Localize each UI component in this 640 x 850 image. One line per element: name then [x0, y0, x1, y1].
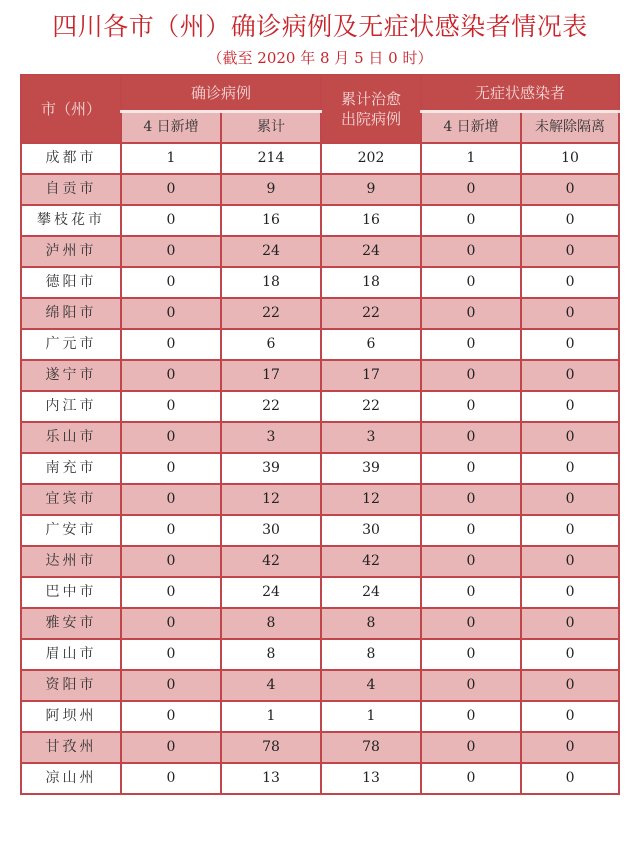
cell-confirmed-total: 4 [221, 670, 321, 701]
cell-city: 雅安市 [21, 608, 121, 639]
cell-asymptomatic-isolated: 0 [521, 546, 619, 577]
cell-recovered: 78 [321, 732, 421, 763]
cell-asymptomatic-new: 0 [421, 205, 521, 236]
cell-confirmed-new: 0 [121, 701, 221, 732]
cell-city: 自贡市 [21, 174, 121, 205]
cell-asymptomatic-isolated: 0 [521, 484, 619, 515]
cell-asymptomatic-isolated: 0 [521, 391, 619, 422]
cell-city: 甘孜州 [21, 732, 121, 763]
cell-confirmed-total: 39 [221, 453, 321, 484]
cell-city: 广元市 [21, 329, 121, 360]
cell-confirmed-new: 0 [121, 484, 221, 515]
table-row [21, 701, 619, 732]
cell-asymptomatic-new: 0 [421, 732, 521, 763]
cell-confirmed-total: 22 [221, 298, 321, 329]
table-row [21, 639, 619, 670]
cell-asymptomatic-isolated: 0 [521, 360, 619, 391]
table-row [21, 763, 619, 794]
table-row [21, 515, 619, 546]
cell-city: 德阳市 [21, 267, 121, 298]
table-row [21, 329, 619, 360]
cell-city: 泸州市 [21, 236, 121, 267]
cell-recovered: 30 [321, 515, 421, 546]
cell-confirmed-total: 22 [221, 391, 321, 422]
cell-asymptomatic-isolated: 10 [521, 143, 619, 174]
cell-city: 资阳市 [21, 670, 121, 701]
table-row [21, 298, 619, 329]
cell-recovered: 1 [321, 701, 421, 732]
cell-confirmed-new: 0 [121, 329, 221, 360]
cell-confirmed-new: 0 [121, 670, 221, 701]
cell-confirmed-new: 0 [121, 205, 221, 236]
cell-recovered: 4 [321, 670, 421, 701]
cell-confirmed-total: 24 [221, 236, 321, 267]
table-header [21, 75, 619, 143]
cell-recovered: 9 [321, 174, 421, 205]
cell-confirmed-total: 8 [221, 639, 321, 670]
cell-confirmed-new: 0 [121, 174, 221, 205]
cell-asymptomatic-new: 0 [421, 267, 521, 298]
header-asymptomatic-group: 无症状感染者 [421, 75, 619, 112]
cell-asymptomatic-isolated: 0 [521, 701, 619, 732]
cell-asymptomatic-new: 0 [421, 546, 521, 577]
cell-recovered: 18 [321, 267, 421, 298]
cell-asymptomatic-isolated: 0 [521, 732, 619, 763]
cell-asymptomatic-new: 0 [421, 422, 521, 453]
cell-confirmed-new: 0 [121, 391, 221, 422]
header-confirmed-total: 累计 [221, 112, 321, 144]
cell-recovered: 8 [321, 608, 421, 639]
cell-asymptomatic-isolated: 0 [521, 174, 619, 205]
table-row [21, 546, 619, 577]
header-city: 市（州） [21, 75, 121, 143]
cell-city: 广安市 [21, 515, 121, 546]
cell-asymptomatic-isolated: 0 [521, 608, 619, 639]
table-row [21, 422, 619, 453]
cell-confirmed-total: 24 [221, 577, 321, 608]
cell-city: 眉山市 [21, 639, 121, 670]
header-asymptomatic-new: 4 日新增 [421, 112, 521, 144]
cell-confirmed-new: 0 [121, 236, 221, 267]
cell-city: 凉山州 [21, 763, 121, 794]
cell-asymptomatic-new: 0 [421, 701, 521, 732]
table-row [21, 267, 619, 298]
cell-recovered: 39 [321, 453, 421, 484]
cell-confirmed-total: 42 [221, 546, 321, 577]
cell-confirmed-total: 17 [221, 360, 321, 391]
cell-confirmed-new: 0 [121, 577, 221, 608]
table-row [21, 360, 619, 391]
cases-table [20, 74, 620, 795]
cell-asymptomatic-new: 0 [421, 670, 521, 701]
cell-city: 攀枝花市 [21, 205, 121, 236]
cell-asymptomatic-new: 0 [421, 391, 521, 422]
header-asymptomatic-isolated: 未解除隔离 [521, 112, 619, 144]
table-row [21, 205, 619, 236]
cell-confirmed-new: 0 [121, 298, 221, 329]
cell-confirmed-total: 12 [221, 484, 321, 515]
cell-asymptomatic-new: 0 [421, 608, 521, 639]
cell-confirmed-new: 0 [121, 422, 221, 453]
page-subtitle: （截至 2020 年 8 月 5 日 0 时） [207, 49, 433, 67]
cell-asymptomatic-new: 0 [421, 639, 521, 670]
cell-confirmed-total: 1 [221, 701, 321, 732]
cell-asymptomatic-isolated: 0 [521, 329, 619, 360]
cell-asymptomatic-new: 0 [421, 577, 521, 608]
cell-recovered: 24 [321, 577, 421, 608]
cell-asymptomatic-new: 0 [421, 484, 521, 515]
cell-confirmed-total: 214 [221, 143, 321, 174]
cell-city: 阿坝州 [21, 701, 121, 732]
cell-asymptomatic-isolated: 0 [521, 205, 619, 236]
cell-recovered: 6 [321, 329, 421, 360]
cell-recovered: 16 [321, 205, 421, 236]
header-confirmed-new: 4 日新增 [121, 112, 221, 144]
cell-city: 达州市 [21, 546, 121, 577]
cell-confirmed-new: 0 [121, 639, 221, 670]
cell-asymptomatic-new: 0 [421, 360, 521, 391]
table-row [21, 143, 619, 174]
cell-asymptomatic-isolated: 0 [521, 453, 619, 484]
table-row [21, 670, 619, 701]
table-row [21, 608, 619, 639]
cell-asymptomatic-isolated: 0 [521, 267, 619, 298]
cell-asymptomatic-new: 0 [421, 515, 521, 546]
cell-city: 巴中市 [21, 577, 121, 608]
cell-confirmed-total: 8 [221, 608, 321, 639]
cell-confirmed-new: 0 [121, 763, 221, 794]
cell-city: 遂宁市 [21, 360, 121, 391]
cell-asymptomatic-isolated: 0 [521, 422, 619, 453]
cell-confirmed-total: 9 [221, 174, 321, 205]
page-title: 四川各市（州）确诊病例及无症状感染者情况表 [52, 12, 588, 41]
cell-city: 成都市 [21, 143, 121, 174]
cell-asymptomatic-new: 1 [421, 143, 521, 174]
cell-asymptomatic-isolated: 0 [521, 670, 619, 701]
cell-city: 乐山市 [21, 422, 121, 453]
cell-recovered: 8 [321, 639, 421, 670]
cell-confirmed-new: 1 [121, 143, 221, 174]
cell-confirmed-total: 16 [221, 205, 321, 236]
table-row [21, 484, 619, 515]
cell-asymptomatic-new: 0 [421, 298, 521, 329]
cell-recovered: 13 [321, 763, 421, 794]
cell-confirmed-new: 0 [121, 515, 221, 546]
header-recovered [321, 75, 421, 143]
cell-city: 绵阳市 [21, 298, 121, 329]
cell-asymptomatic-new: 0 [421, 329, 521, 360]
cell-recovered: 202 [321, 143, 421, 174]
cell-confirmed-total: 6 [221, 329, 321, 360]
cell-city: 内江市 [21, 391, 121, 422]
cell-asymptomatic-isolated: 0 [521, 577, 619, 608]
table-row [21, 577, 619, 608]
cell-confirmed-new: 0 [121, 608, 221, 639]
table-row [21, 174, 619, 205]
cell-city: 南充市 [21, 453, 121, 484]
cell-recovered: 12 [321, 484, 421, 515]
table-row [21, 391, 619, 422]
cell-confirmed-total: 78 [221, 732, 321, 763]
cell-recovered: 17 [321, 360, 421, 391]
cell-asymptomatic-new: 0 [421, 174, 521, 205]
header-confirmed-group: 确诊病例 [121, 75, 321, 112]
table-row [21, 236, 619, 267]
cell-recovered: 3 [321, 422, 421, 453]
cell-confirmed-new: 0 [121, 453, 221, 484]
cell-confirmed-new: 0 [121, 360, 221, 391]
table-row [21, 732, 619, 763]
cell-confirmed-total: 3 [221, 422, 321, 453]
cell-confirmed-new: 0 [121, 267, 221, 298]
cell-asymptomatic-isolated: 0 [521, 763, 619, 794]
cell-asymptomatic-isolated: 0 [521, 515, 619, 546]
table-body [21, 143, 619, 794]
cell-recovered: 42 [321, 546, 421, 577]
cell-recovered: 24 [321, 236, 421, 267]
cell-confirmed-new: 0 [121, 546, 221, 577]
header-recovered-label: 累计治愈出院病例 [341, 90, 402, 128]
cell-asymptomatic-isolated: 0 [521, 236, 619, 267]
cell-confirmed-total: 30 [221, 515, 321, 546]
table-row [21, 453, 619, 484]
cell-confirmed-new: 0 [121, 732, 221, 763]
cell-asymptomatic-new: 0 [421, 453, 521, 484]
cell-asymptomatic-isolated: 0 [521, 639, 619, 670]
cell-asymptomatic-new: 0 [421, 763, 521, 794]
cell-city: 宜宾市 [21, 484, 121, 515]
cell-asymptomatic-isolated: 0 [521, 298, 619, 329]
cell-recovered: 22 [321, 391, 421, 422]
cell-asymptomatic-new: 0 [421, 236, 521, 267]
cell-confirmed-total: 18 [221, 267, 321, 298]
cell-confirmed-total: 13 [221, 763, 321, 794]
cell-recovered: 22 [321, 298, 421, 329]
